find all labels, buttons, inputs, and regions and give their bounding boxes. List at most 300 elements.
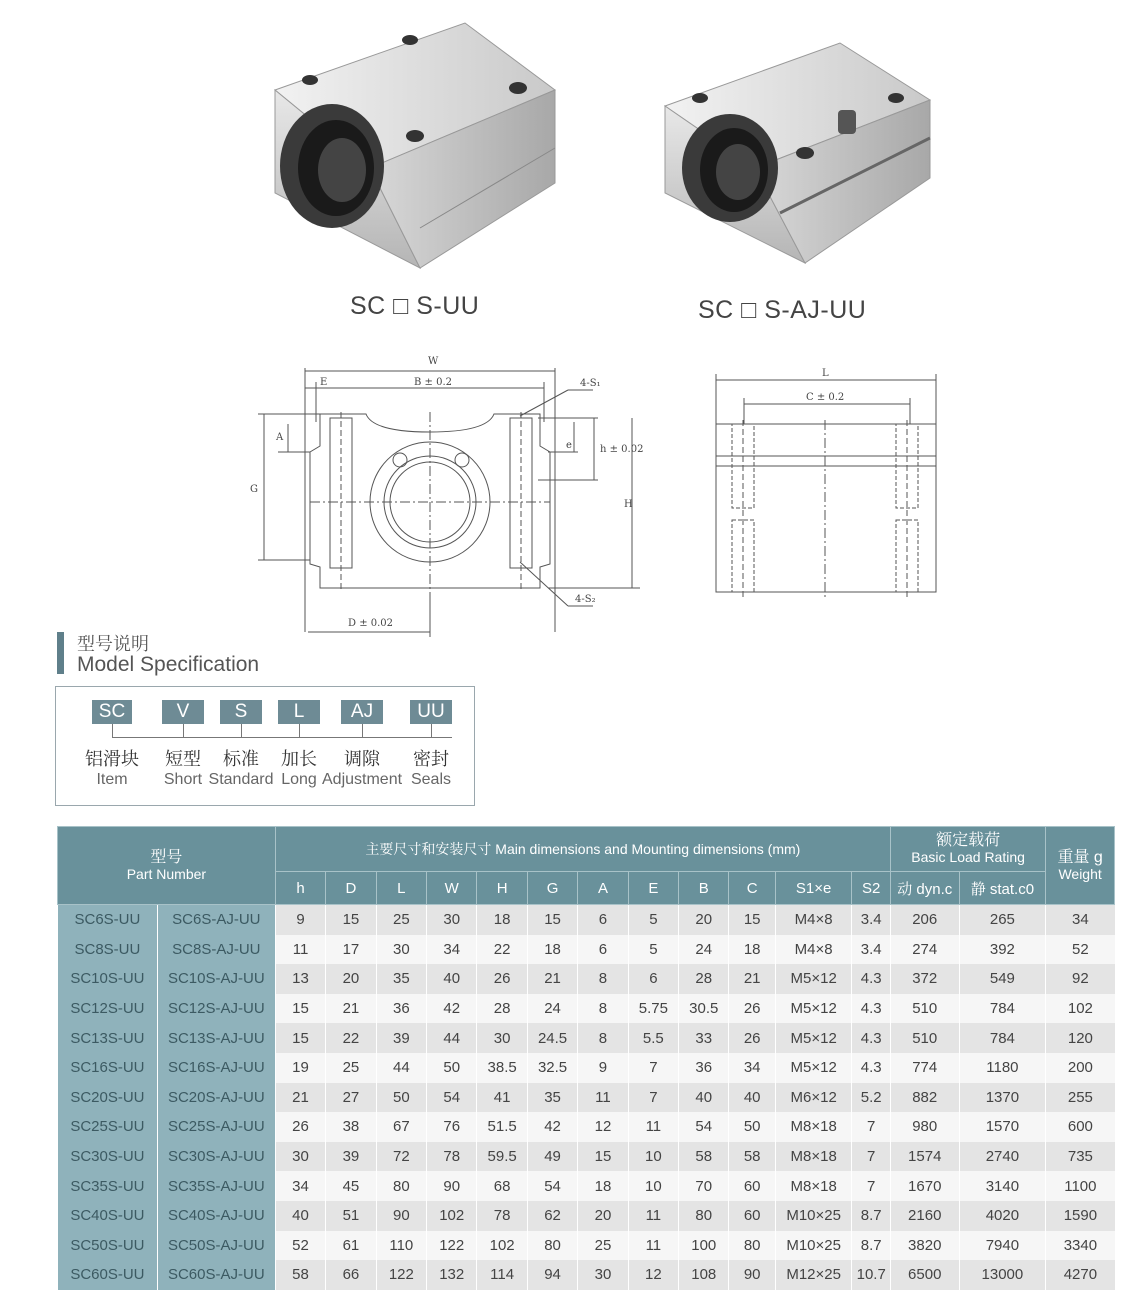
table-cell: 10 bbox=[628, 1142, 678, 1172]
part-number-cell: SC60S-AJ-UU bbox=[157, 1260, 275, 1290]
table-cell: 5 bbox=[628, 935, 678, 965]
table-cell: 25 bbox=[326, 1053, 376, 1083]
table-cell: 40 bbox=[729, 1083, 775, 1113]
dim-e-label: E bbox=[320, 377, 328, 388]
table-row bbox=[58, 1083, 1115, 1113]
table-cell: M5×12 bbox=[775, 994, 852, 1024]
table-row bbox=[58, 1231, 1115, 1261]
column-header: h bbox=[275, 872, 325, 905]
code-tick bbox=[241, 724, 242, 738]
table-cell: 41 bbox=[477, 1083, 527, 1113]
table-cell: 18 bbox=[578, 1171, 628, 1201]
table-cell: 7 bbox=[852, 1142, 890, 1172]
table-cell: 58 bbox=[729, 1142, 775, 1172]
part-number-cell: SC40S-UU bbox=[58, 1201, 158, 1231]
dim-g-label: G bbox=[250, 484, 258, 495]
code-l-en: Long bbox=[281, 771, 317, 788]
code-l: L bbox=[278, 700, 320, 724]
code-connector-line bbox=[112, 737, 452, 738]
table-cell: 67 bbox=[376, 1112, 426, 1142]
table-cell: 44 bbox=[427, 1023, 477, 1053]
table-cell: 21 bbox=[275, 1083, 325, 1113]
table-cell: 78 bbox=[477, 1201, 527, 1231]
column-header: D bbox=[326, 872, 376, 905]
table-cell: 13 bbox=[275, 964, 325, 994]
table-cell: 26 bbox=[729, 1023, 775, 1053]
table-cell: 1590 bbox=[1046, 1201, 1115, 1231]
column-header: E bbox=[628, 872, 678, 905]
table-cell: 120 bbox=[1046, 1023, 1115, 1053]
table-cell: 3.4 bbox=[852, 935, 890, 965]
table-cell: 39 bbox=[326, 1142, 376, 1172]
table-cell: 6 bbox=[628, 964, 678, 994]
code-s: S bbox=[220, 700, 262, 724]
part-number-cell: SC20S-UU bbox=[58, 1083, 158, 1113]
dim-4s1-label: 4-S₁ bbox=[580, 378, 601, 389]
table-cell: 12 bbox=[628, 1260, 678, 1290]
table-cell: 61 bbox=[326, 1231, 376, 1261]
table-cell: 33 bbox=[679, 1023, 729, 1053]
table-row bbox=[58, 1171, 1115, 1201]
table-cell: 1370 bbox=[959, 1083, 1046, 1113]
part-number-cell: SC13S-AJ-UU bbox=[157, 1023, 275, 1053]
table-cell: 200 bbox=[1046, 1053, 1115, 1083]
table-row bbox=[58, 964, 1115, 994]
code-tick bbox=[183, 724, 184, 738]
table-row bbox=[58, 905, 1115, 935]
code-sc-en: Item bbox=[96, 771, 128, 788]
table-cell: 8 bbox=[578, 994, 628, 1024]
table-cell: M12×25 bbox=[775, 1260, 852, 1290]
table-cell: 80 bbox=[729, 1231, 775, 1261]
table-cell: 15 bbox=[275, 994, 325, 1024]
spec-table bbox=[57, 826, 1115, 1290]
column-header: G bbox=[527, 872, 577, 905]
table-cell: 5.75 bbox=[628, 994, 678, 1024]
column-header: 静 stat.c0 bbox=[959, 872, 1046, 905]
table-cell: 392 bbox=[959, 935, 1046, 965]
code-tick bbox=[112, 724, 113, 738]
table-cell: 52 bbox=[275, 1231, 325, 1261]
table-cell: 68 bbox=[477, 1171, 527, 1201]
part-number-cell: SC10S-AJ-UU bbox=[157, 964, 275, 994]
table-cell: 18 bbox=[527, 935, 577, 965]
table-cell: 13000 bbox=[959, 1260, 1046, 1290]
table-cell: 255 bbox=[1046, 1083, 1115, 1113]
table-cell: 4.3 bbox=[852, 994, 890, 1024]
table-cell: 784 bbox=[959, 1023, 1046, 1053]
model-spec-title-cn: 型号说明 bbox=[77, 634, 149, 654]
table-cell: 72 bbox=[376, 1142, 426, 1172]
code-v-en: Short bbox=[163, 771, 203, 788]
table-cell: M4×8 bbox=[775, 935, 852, 965]
table-cell: 15 bbox=[527, 905, 577, 935]
table-cell: 11 bbox=[628, 1201, 678, 1231]
table-cell: 44 bbox=[376, 1053, 426, 1083]
table-cell: 30 bbox=[477, 1023, 527, 1053]
table-cell: 22 bbox=[326, 1023, 376, 1053]
weight-header-en: Weight bbox=[1058, 865, 1102, 882]
table-row bbox=[58, 994, 1115, 1024]
table-cell: 45 bbox=[326, 1171, 376, 1201]
table-cell: 549 bbox=[959, 964, 1046, 994]
table-row bbox=[58, 1260, 1115, 1290]
side-view-drawing bbox=[700, 360, 955, 610]
part-number-cell: SC16S-UU bbox=[58, 1053, 158, 1083]
table-cell: 7 bbox=[628, 1053, 678, 1083]
part-number-cell: SC35S-UU bbox=[58, 1171, 158, 1201]
table-cell: 28 bbox=[679, 964, 729, 994]
table-row bbox=[58, 1023, 1115, 1053]
table-cell: 510 bbox=[890, 1023, 959, 1053]
table-cell: 80 bbox=[679, 1201, 729, 1231]
table-cell: 54 bbox=[527, 1171, 577, 1201]
table-cell: 100 bbox=[679, 1231, 729, 1261]
part-number-cell: SC60S-UU bbox=[58, 1260, 158, 1290]
table-cell: 34 bbox=[427, 935, 477, 965]
table-cell: 30.5 bbox=[679, 994, 729, 1024]
table-cell: 15 bbox=[578, 1142, 628, 1172]
table-cell: 50 bbox=[729, 1112, 775, 1142]
table-cell: M6×12 bbox=[775, 1083, 852, 1113]
dim-c-label: C ± 0.2 bbox=[806, 392, 845, 403]
spec-table-body bbox=[58, 905, 1115, 1290]
table-cell: 20 bbox=[679, 905, 729, 935]
part-number-cell: SC25S-AJ-UU bbox=[157, 1112, 275, 1142]
table-cell: M5×12 bbox=[775, 1023, 852, 1053]
table-cell: 110 bbox=[376, 1231, 426, 1261]
table-cell: 58 bbox=[679, 1142, 729, 1172]
part-number-cell: SC40S-AJ-UU bbox=[157, 1201, 275, 1231]
table-cell: 102 bbox=[1046, 994, 1115, 1024]
table-cell: 7 bbox=[852, 1112, 890, 1142]
table-cell: M8×18 bbox=[775, 1171, 852, 1201]
table-row bbox=[58, 1201, 1115, 1231]
sc-s-uu-caption: SC □ S-UU bbox=[350, 292, 480, 320]
table-cell: 265 bbox=[959, 905, 1046, 935]
table-cell: 8 bbox=[578, 964, 628, 994]
table-cell: 4.3 bbox=[852, 964, 890, 994]
table-cell: 7 bbox=[628, 1083, 678, 1113]
table-cell: 9 bbox=[578, 1053, 628, 1083]
part-number-cell: SC50S-UU bbox=[58, 1231, 158, 1261]
code-sc-cn: 铝滑块 bbox=[85, 749, 139, 769]
table-cell: 21 bbox=[326, 994, 376, 1024]
column-header: S2 bbox=[852, 872, 890, 905]
table-cell: M8×18 bbox=[775, 1142, 852, 1172]
sc-s-aj-uu-caption: SC □ S-AJ-UU bbox=[698, 296, 867, 324]
table-cell: 2160 bbox=[890, 1201, 959, 1231]
table-row bbox=[58, 1142, 1115, 1172]
table-cell: 34 bbox=[1046, 905, 1115, 935]
table-cell: 62 bbox=[527, 1201, 577, 1231]
code-v: V bbox=[162, 700, 204, 724]
table-cell: 36 bbox=[376, 994, 426, 1024]
weight-header-cn: 重量 g bbox=[1057, 848, 1103, 866]
code-uu-cn: 密封 bbox=[413, 749, 449, 769]
code-s-en: Standard bbox=[208, 771, 274, 788]
table-cell: 24.5 bbox=[527, 1023, 577, 1053]
table-cell: 10.7 bbox=[852, 1260, 890, 1290]
table-cell: 274 bbox=[890, 935, 959, 965]
table-cell: 26 bbox=[729, 994, 775, 1024]
code-s-cn: 标准 bbox=[223, 749, 259, 769]
table-cell: 26 bbox=[477, 964, 527, 994]
table-cell: 40 bbox=[427, 964, 477, 994]
table-cell: 58 bbox=[275, 1260, 325, 1290]
table-cell: 54 bbox=[679, 1112, 729, 1142]
table-cell: 27 bbox=[326, 1083, 376, 1113]
table-cell: 8.7 bbox=[852, 1231, 890, 1261]
table-cell: 102 bbox=[477, 1231, 527, 1261]
table-cell: 22 bbox=[477, 935, 527, 965]
table-cell: 18 bbox=[729, 935, 775, 965]
table-cell: 2740 bbox=[959, 1142, 1046, 1172]
table-cell: 8 bbox=[578, 1023, 628, 1053]
table-cell: 30 bbox=[275, 1142, 325, 1172]
table-cell: 59.5 bbox=[477, 1142, 527, 1172]
part-number-header bbox=[58, 827, 276, 905]
table-cell: 5.2 bbox=[852, 1083, 890, 1113]
table-cell: 35 bbox=[376, 964, 426, 994]
table-cell: 15 bbox=[729, 905, 775, 935]
table-cell: 7940 bbox=[959, 1231, 1046, 1261]
table-cell: 980 bbox=[890, 1112, 959, 1142]
table-cell: 40 bbox=[679, 1083, 729, 1113]
table-cell: 66 bbox=[326, 1260, 376, 1290]
table-cell: 7 bbox=[852, 1171, 890, 1201]
code-aj-en: Adjustment bbox=[322, 771, 403, 788]
table-cell: 735 bbox=[1046, 1142, 1115, 1172]
column-header: A bbox=[578, 872, 628, 905]
table-cell: 28 bbox=[477, 994, 527, 1024]
table-cell: 90 bbox=[427, 1171, 477, 1201]
part-number-cell: SC8S-UU bbox=[58, 935, 158, 965]
dim-a-label: A bbox=[276, 432, 284, 443]
table-cell: 15 bbox=[326, 905, 376, 935]
table-cell: 39 bbox=[376, 1023, 426, 1053]
sc-s-uu-product-image bbox=[270, 18, 560, 273]
table-cell: 4020 bbox=[959, 1201, 1046, 1231]
table-cell: 3340 bbox=[1046, 1231, 1115, 1261]
table-cell: 50 bbox=[376, 1083, 426, 1113]
table-cell: 122 bbox=[427, 1231, 477, 1261]
table-cell: 34 bbox=[729, 1053, 775, 1083]
part-number-cell: SC35S-AJ-UU bbox=[157, 1171, 275, 1201]
load-rating-header-cn: 额定载荷 bbox=[936, 832, 1001, 849]
table-cell: 25 bbox=[578, 1231, 628, 1261]
table-cell: 11 bbox=[628, 1231, 678, 1261]
code-aj-cn: 调隙 bbox=[344, 749, 380, 769]
part-number-cell: SC10S-UU bbox=[58, 964, 158, 994]
table-cell: 4.3 bbox=[852, 1023, 890, 1053]
column-header: H bbox=[477, 872, 527, 905]
table-cell: 24 bbox=[527, 994, 577, 1024]
dim-h-label: h ± 0.02 bbox=[600, 444, 644, 455]
table-cell: 40 bbox=[275, 1201, 325, 1231]
table-cell: 49 bbox=[527, 1142, 577, 1172]
table-cell: 9 bbox=[275, 905, 325, 935]
table-cell: 20 bbox=[326, 964, 376, 994]
table-row bbox=[58, 1053, 1115, 1083]
dim-b-label: B ± 0.2 bbox=[414, 377, 452, 388]
table-cell: 30 bbox=[578, 1260, 628, 1290]
table-cell: 1570 bbox=[959, 1112, 1046, 1142]
table-cell: 17 bbox=[326, 935, 376, 965]
table-cell: 24 bbox=[679, 935, 729, 965]
column-header: L bbox=[376, 872, 426, 905]
table-cell: 6 bbox=[578, 905, 628, 935]
load-rating-header bbox=[890, 827, 1045, 872]
table-cell: 132 bbox=[427, 1260, 477, 1290]
table-cell: 30 bbox=[427, 905, 477, 935]
table-cell: 774 bbox=[890, 1053, 959, 1083]
table-cell: 36 bbox=[679, 1053, 729, 1083]
table-cell: 1180 bbox=[959, 1053, 1046, 1083]
table-cell: 38.5 bbox=[477, 1053, 527, 1083]
table-cell: 42 bbox=[527, 1112, 577, 1142]
part-number-cell: SC13S-UU bbox=[58, 1023, 158, 1053]
dim-4s2-label: 4-S₂ bbox=[575, 594, 596, 605]
table-cell: 32.5 bbox=[527, 1053, 577, 1083]
table-cell: 50 bbox=[427, 1053, 477, 1083]
table-cell: 11 bbox=[628, 1112, 678, 1142]
code-tick bbox=[299, 724, 300, 738]
table-cell: 3820 bbox=[890, 1231, 959, 1261]
table-cell: M5×12 bbox=[775, 1053, 852, 1083]
part-number-cell: SC25S-UU bbox=[58, 1112, 158, 1142]
table-row bbox=[58, 935, 1115, 965]
code-tick bbox=[362, 724, 363, 738]
load-rating-header-en: Basic Load Rating bbox=[911, 849, 1025, 865]
table-cell: 26 bbox=[275, 1112, 325, 1142]
table-cell: 70 bbox=[679, 1171, 729, 1201]
table-cell: 122 bbox=[376, 1260, 426, 1290]
code-uu-en: Seals bbox=[410, 771, 452, 788]
table-cell: 3.4 bbox=[852, 905, 890, 935]
weight-header bbox=[1046, 827, 1115, 905]
table-cell: 510 bbox=[890, 994, 959, 1024]
table-cell: 12 bbox=[578, 1112, 628, 1142]
table-cell: M10×25 bbox=[775, 1201, 852, 1231]
table-cell: 51 bbox=[326, 1201, 376, 1231]
table-cell: 1670 bbox=[890, 1171, 959, 1201]
code-sc: SC bbox=[92, 700, 132, 724]
table-cell: 92 bbox=[1046, 964, 1115, 994]
table-cell: 102 bbox=[427, 1201, 477, 1231]
table-cell: 30 bbox=[376, 935, 426, 965]
table-cell: 52 bbox=[1046, 935, 1115, 965]
table-cell: 108 bbox=[679, 1260, 729, 1290]
part-number-cell: SC12S-UU bbox=[58, 994, 158, 1024]
sc-s-aj-uu-product-image bbox=[660, 38, 935, 268]
table-cell: 600 bbox=[1046, 1112, 1115, 1142]
table-cell: 882 bbox=[890, 1083, 959, 1113]
table-cell: 19 bbox=[275, 1053, 325, 1083]
model-spec-title-en: Model Specification bbox=[77, 653, 260, 676]
table-cell: 34 bbox=[275, 1171, 325, 1201]
column-header: W bbox=[427, 872, 477, 905]
column-header: 动 dyn.c bbox=[890, 872, 959, 905]
table-cell: M5×12 bbox=[775, 964, 852, 994]
table-cell: 21 bbox=[729, 964, 775, 994]
table-cell: 4270 bbox=[1046, 1260, 1115, 1290]
dim-d-label: D ± 0.02 bbox=[348, 618, 394, 629]
part-number-cell: SC30S-AJ-UU bbox=[157, 1142, 275, 1172]
part-number-header-en: Part Number bbox=[126, 865, 207, 882]
part-number-cell: SC6S-AJ-UU bbox=[157, 905, 275, 935]
part-number-cell: SC50S-AJ-UU bbox=[157, 1231, 275, 1261]
table-cell: 1100 bbox=[1046, 1171, 1115, 1201]
table-cell: 5 bbox=[628, 905, 678, 935]
table-cell: 10 bbox=[628, 1171, 678, 1201]
table-cell: 54 bbox=[427, 1083, 477, 1113]
dim-H-label: H bbox=[624, 499, 633, 510]
heading-accent-bar bbox=[57, 632, 64, 674]
table-cell: 11 bbox=[275, 935, 325, 965]
code-l-cn: 加长 bbox=[281, 749, 317, 769]
table-row bbox=[58, 1112, 1115, 1142]
table-cell: 784 bbox=[959, 994, 1046, 1024]
part-number-cell: SC12S-AJ-UU bbox=[157, 994, 275, 1024]
code-v-cn: 短型 bbox=[165, 749, 201, 769]
table-cell: 18 bbox=[477, 905, 527, 935]
column-header: S1×e bbox=[775, 872, 852, 905]
part-number-cell: SC6S-UU bbox=[58, 905, 158, 935]
dim-w-label: W bbox=[428, 356, 439, 367]
table-cell: 80 bbox=[376, 1171, 426, 1201]
table-cell: 90 bbox=[729, 1260, 775, 1290]
table-cell: 4.3 bbox=[852, 1053, 890, 1083]
table-cell: 11 bbox=[578, 1083, 628, 1113]
code-aj: AJ bbox=[341, 700, 383, 724]
table-cell: 1574 bbox=[890, 1142, 959, 1172]
table-cell: 114 bbox=[477, 1260, 527, 1290]
dim-l-label: L bbox=[822, 368, 829, 379]
table-cell: 60 bbox=[729, 1171, 775, 1201]
table-cell: 6500 bbox=[890, 1260, 959, 1290]
column-header: B bbox=[679, 872, 729, 905]
part-number-cell: SC16S-AJ-UU bbox=[157, 1053, 275, 1083]
table-cell: 15 bbox=[275, 1023, 325, 1053]
table-cell: 8.7 bbox=[852, 1201, 890, 1231]
table-cell: 94 bbox=[527, 1260, 577, 1290]
table-cell: 35 bbox=[527, 1083, 577, 1113]
table-cell: 3140 bbox=[959, 1171, 1046, 1201]
table-cell: 51.5 bbox=[477, 1112, 527, 1142]
table-cell: M4×8 bbox=[775, 905, 852, 935]
spec-table-wrapper bbox=[57, 826, 1115, 1284]
table-cell: 90 bbox=[376, 1201, 426, 1231]
table-cell: 76 bbox=[427, 1112, 477, 1142]
table-cell: 78 bbox=[427, 1142, 477, 1172]
table-cell: 80 bbox=[527, 1231, 577, 1261]
table-cell: 20 bbox=[578, 1201, 628, 1231]
column-header: C bbox=[729, 872, 775, 905]
table-cell: 6 bbox=[578, 935, 628, 965]
part-number-cell: SC30S-UU bbox=[58, 1142, 158, 1172]
code-uu: UU bbox=[410, 700, 452, 724]
code-tick bbox=[431, 724, 432, 738]
table-cell: 21 bbox=[527, 964, 577, 994]
table-cell: 5.5 bbox=[628, 1023, 678, 1053]
model-spec-box bbox=[55, 686, 475, 806]
part-number-cell: SC20S-AJ-UU bbox=[157, 1083, 275, 1113]
table-cell: 60 bbox=[729, 1201, 775, 1231]
table-cell: 25 bbox=[376, 905, 426, 935]
part-number-header-cn: 型号 bbox=[150, 848, 183, 866]
table-cell: 42 bbox=[427, 994, 477, 1024]
